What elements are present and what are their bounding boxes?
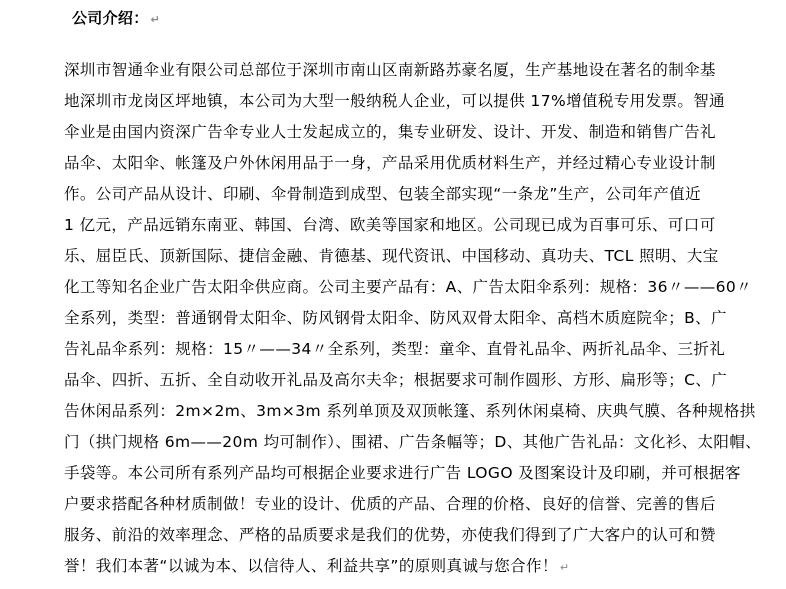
body-line: 誉！我们本著“以诚为本、以信待人、利益共享”的原则真诚与您合作！ bbox=[64, 557, 558, 575]
last-line bbox=[64, 556, 570, 578]
body-line: 户要求搭配各种材质制做！专业的设计、优质的产品、合理的价格、良好的信誉、完善的售后 bbox=[64, 495, 716, 513]
body-line: 全系列，类型：普通钢骨太阳伞、防风钢骨太阳伞、防风双骨太阳伞、高档木质庭院伞；B、广 bbox=[64, 309, 727, 327]
body-line: 1 亿元，产品远销东南亚、韩国、台湾、欧美等国家和地区。公司现已成为百事可乐、可口可 bbox=[64, 216, 716, 234]
heading-line bbox=[72, 8, 160, 30]
body-line: 伞业是由国内资深广告伞专业人士发起成立的，集专业研发、设计、开发、制造和销售广告礼 bbox=[64, 123, 716, 141]
body-line: 地深圳市龙岗区坪地镇，本公司为大型一般纳税人企业，可以提供 17%增值税专用发票。智通 bbox=[64, 92, 726, 110]
body-line: 化工等知名企业广告太阳伞供应商。公司主要产品有：A、广告太阳伞系列：规格：36〃——60〃 bbox=[64, 278, 753, 296]
body-line: 品伞、太阳伞、帐篷及户外休闲用品于一身，产品采用优质材料生产，并经过精心专业设计制 bbox=[64, 154, 716, 172]
section-heading: 公司介绍： bbox=[72, 9, 149, 27]
body-line: 手袋等。本公司所有系列产品均可根据企业要求进行广告 LOGO 及图案设计及印刷，并可根据客 bbox=[64, 464, 741, 482]
paragraph-mark: ↵ bbox=[559, 561, 570, 574]
body-line: 门（拱门规格 6m——20m 均可制作）、围裙、广告条幅等；D、其他广告礼品：文化衫、太阳帽、 bbox=[64, 433, 762, 451]
body-line: 作。公司产品从设计、印刷、伞骨制造到成型、包装全部实现“一条龙”生产，公司年产值近 bbox=[64, 185, 701, 203]
body-line: 告礼品伞系列：规格：15〃——34〃全系列，类型：童伞、直骨礼品伞、两折礼品伞、三折礼 bbox=[64, 340, 726, 358]
paragraph-mark: ↵ bbox=[150, 13, 161, 26]
body-line: 深圳市智通伞业有限公司总部位于深圳市南山区南新路苏豪名厦，生产基地设在著名的制伞基 bbox=[64, 61, 716, 79]
body-line: 品伞、四折、五折、全自动收开礼品及高尔夫伞；根据要求可制作圆形、方形、扁形等；C、广 bbox=[64, 371, 728, 389]
body-line: 告休闲品系列：2m×2m、3m×3m 系列单顶及双顶帐篷、系列休闲桌椅、庆典气膜、各种规格拱 bbox=[64, 402, 756, 420]
body-line: 服务、前沿的效率理念、严格的品质要求是我们的优势，亦使我们得到了广大客户的认可和赞 bbox=[64, 526, 716, 544]
body-line: 乐、屈臣氏、顶新国际、捷信金融、肯德基、现代资讯、中国移动、真功夫、TCL 照明、大宝 bbox=[64, 247, 719, 265]
